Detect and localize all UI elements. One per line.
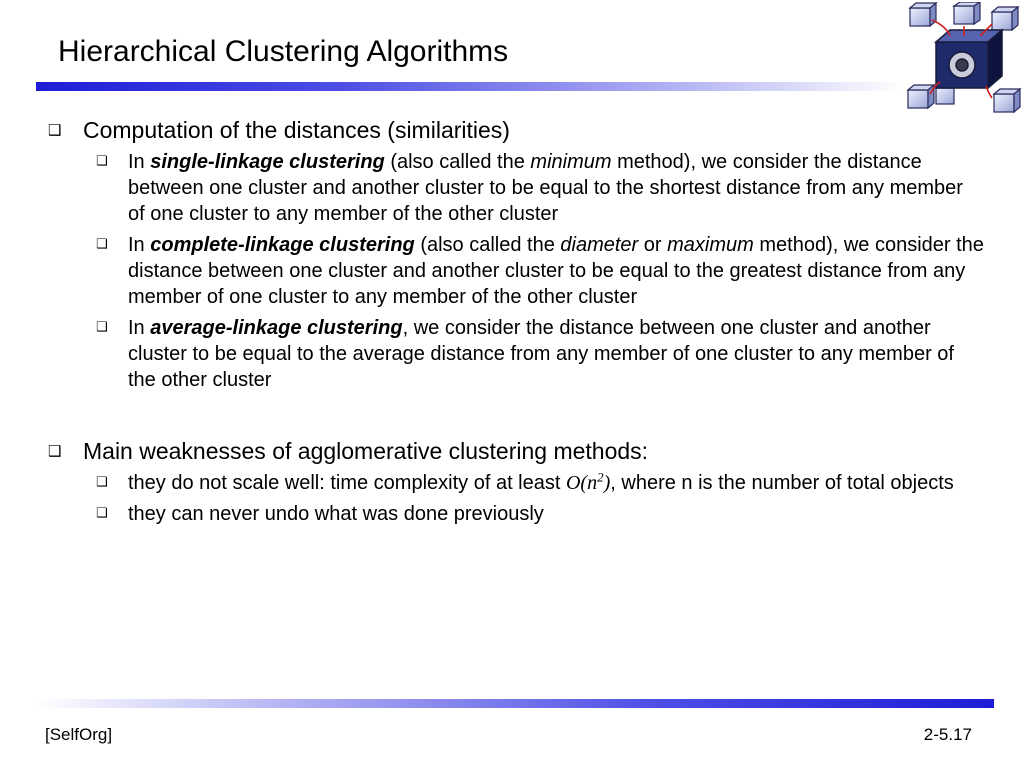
hollow-square-bullet-icon: ❑: [96, 475, 108, 490]
subbullet-no-undo: [44, 501, 984, 527]
hollow-square-bullet-icon: ❑: [48, 442, 62, 460]
section-heading: Main weaknesses of agglomerative clustering methods:: [83, 438, 649, 464]
subbullet-text: In complete-linkage clustering (also called the diameter or maximum method), we consider the distance between one cluster and another cluster to be equal to the greatest distance from any member of one cluster to any member of the other cluster: [128, 234, 984, 308]
bullet-weaknesses: [44, 437, 984, 465]
bullet-distances: [44, 116, 984, 144]
spacer: [44, 393, 984, 437]
network-cubes-logo: [906, 2, 1022, 118]
term-diameter: diameter: [560, 234, 639, 256]
footer-slide-number: 2-5.17: [923, 725, 972, 744]
term-single-linkage: single-linkage clustering: [150, 151, 385, 173]
term-complete-linkage: complete-linkage clustering: [150, 234, 415, 256]
subbullet-complete-linkage: [44, 232, 984, 310]
title-underline-bar: [36, 82, 904, 91]
slide-body: [44, 116, 984, 527]
hollow-square-bullet-icon: ❑: [96, 237, 108, 252]
subbullet-average-linkage: [44, 315, 984, 393]
footer-bar: [36, 699, 994, 708]
term-minimum: minimum: [530, 151, 612, 173]
subbullet-text: In single-linkage clustering (also called the minimum method), we consider the distance between one cluster and another cluster to be equal to the shortest distance from any member of one cluster to any member of the other cluster: [128, 151, 963, 225]
footer-course-label: [SelfOrg]: [45, 725, 113, 744]
term-average-linkage: average-linkage clustering: [150, 317, 403, 339]
hollow-square-bullet-icon: ❑: [96, 320, 108, 335]
subbullet-text: they can never undo what was done previously: [128, 503, 544, 525]
subbullet-text: In average-linkage clustering, we consider the distance between one cluster and another cluster to be equal to the average distance from any member of one cluster to any member of the other cluster: [128, 317, 954, 391]
section-heading: Computation of the distances (similarities): [83, 117, 510, 143]
slide-title: Hierarchical Clustering Algorithms: [58, 35, 509, 68]
subbullet-text: they do not scale well: time complexity of at least $O(n^2)$, where n is the number of total objects: [128, 469, 954, 494]
hollow-square-bullet-icon: ❑: [48, 121, 62, 139]
hollow-square-bullet-icon: ❑: [96, 154, 108, 169]
complexity-formula: $O(n^2)$: [565, 469, 611, 494]
subbullet-single-linkage: [44, 149, 984, 227]
hollow-square-bullet-icon: ❑: [96, 506, 108, 521]
term-maximum: maximum: [667, 234, 754, 256]
subbullet-scalability: [44, 470, 984, 496]
